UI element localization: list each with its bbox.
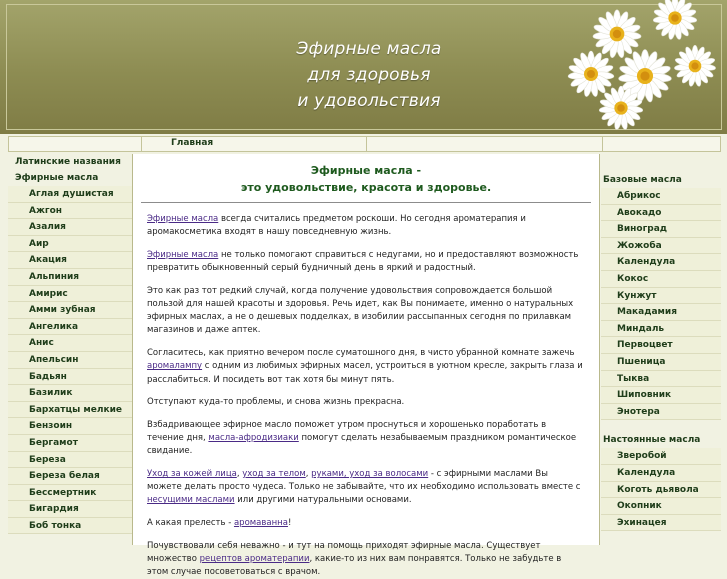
base-oil-item[interactable]: Абрикос xyxy=(601,188,721,205)
carrier-oils-link[interactable]: несущими маслами xyxy=(147,495,235,506)
base-oil-item[interactable]: Миндаль xyxy=(601,321,721,338)
face-care-link[interactable]: Уход за кожей лица xyxy=(147,469,237,480)
article-body xyxy=(133,203,599,579)
sidebar-item[interactable]: Амми зубная xyxy=(8,302,132,319)
sidebar-item[interactable]: Аглая душистая xyxy=(8,186,132,203)
hands-hair-care-link[interactable]: руками, уход за волосами xyxy=(311,469,429,480)
sidebar-item[interactable]: Боб тонка xyxy=(8,518,132,535)
base-oils-heading[interactable]: Базовые масла xyxy=(603,175,682,185)
infused-oil-item[interactable]: Коготь дьявола xyxy=(601,482,721,499)
paragraph-4-text-b: с одним из любимых эфирных масел, устроиться в уютном кресле, закрыть глаза и расслабиться. И посидеть вот так хотя бы минут пять. xyxy=(147,361,583,385)
paragraph-1-text: всегда считались предметом роскоши. Но сегодня ароматерапия и аромакосметика входят в нашу повседневную жизнь. xyxy=(147,214,526,238)
paragraph-8-text-b: ! xyxy=(287,518,292,529)
sidebar-item[interactable]: Эфирные масла xyxy=(15,173,99,183)
right-sidebar xyxy=(601,154,721,545)
essential-oils-link-2[interactable]: Эфирные масла xyxy=(147,249,219,260)
base-oil-item[interactable]: Шиповник xyxy=(601,387,721,404)
site-title-line1: Эфирные масла xyxy=(296,39,442,59)
sidebar-item[interactable]: Ажгон xyxy=(8,203,132,220)
paragraph-4 xyxy=(147,347,585,387)
left-sidebar xyxy=(8,154,132,545)
sidebar-item[interactable]: Апельсин xyxy=(8,352,132,369)
paragraph-6-text-b: помогут сделать незабываемым праздником романтическое свидание. xyxy=(147,433,577,457)
site-title-line2: для здоровья xyxy=(307,65,431,85)
sidebar-item[interactable]: Азалия xyxy=(8,219,132,236)
aromatherapy-recipes-link[interactable]: рецептов ароматерапии xyxy=(199,554,310,565)
base-oils-list xyxy=(601,188,721,420)
infused-oil-item[interactable]: Зверобой xyxy=(601,448,721,465)
paragraph-5: Отступают куда-то проблемы, и снова жизнь прекрасна. xyxy=(147,397,405,408)
infused-oil-item[interactable]: Окопник xyxy=(601,498,721,515)
base-oil-item[interactable]: Виноград xyxy=(601,221,721,238)
base-oil-item[interactable]: Пшеница xyxy=(601,354,721,371)
base-oil-item[interactable]: Тыква xyxy=(601,371,721,388)
infused-oil-item[interactable]: Эхинацея xyxy=(601,515,721,532)
sidebar-item[interactable]: Базилик xyxy=(8,385,132,402)
nav-cell xyxy=(9,137,142,151)
infused-oils-heading[interactable]: Настоянные масла xyxy=(603,435,701,446)
sidebar-item[interactable]: Анис xyxy=(8,335,132,352)
sidebar-item[interactable]: Альпиния xyxy=(8,269,132,286)
base-oil-item[interactable]: Авокадо xyxy=(601,205,721,222)
body-care-link[interactable]: уход за телом xyxy=(242,469,306,480)
sidebar-item[interactable]: Аир xyxy=(8,236,132,253)
daisy-flowers-image xyxy=(545,0,727,134)
sidebar-item[interactable]: Бархатцы мелкие xyxy=(8,402,132,419)
sidebar-item[interactable]: Бессмертник xyxy=(8,485,132,502)
header-banner xyxy=(0,0,727,134)
paragraph-6-text-a: Взбадривающее эфирное масло поможет утром проснуться и хорошенько поработать в течение дня, xyxy=(147,419,547,444)
sidebar-item[interactable]: Амирис xyxy=(8,286,132,303)
sidebar-item[interactable]: Бензоин xyxy=(8,418,132,435)
paragraph-9 xyxy=(147,540,585,579)
paragraph-2-text: не только помогают справиться с недугами, но и предоставляют возможность превратить обыкновенный серый будничный день в яркий и радостный. xyxy=(147,249,579,274)
page-title-line2: это удовольствие, красота и здоровье. xyxy=(240,181,492,194)
separator: , xyxy=(305,469,312,480)
paragraph-7 xyxy=(147,468,585,508)
separator: , xyxy=(236,469,243,480)
paragraph-7-text-a: - с эфирными маслами Вы можете делать просто чудеса. Только не забывайте, что их необходимо использовать вместе с xyxy=(147,469,581,493)
base-oil-item[interactable]: Жожоба xyxy=(601,238,721,255)
paragraph-8-text-a: А какая прелесть - xyxy=(147,518,234,529)
nav-home-link[interactable]: Главная xyxy=(171,138,214,148)
site-title xyxy=(258,36,480,114)
paragraph-2 xyxy=(147,249,585,275)
page-title-line1: Эфирные масла - xyxy=(310,164,422,177)
paragraph-8 xyxy=(147,517,585,530)
essential-oils-link[interactable]: Эфирные масла xyxy=(147,214,219,224)
base-oil-item[interactable]: Календула xyxy=(601,254,721,271)
sidebar-item[interactable]: Бигардия xyxy=(8,501,132,518)
infused-oils-list xyxy=(601,448,721,531)
aroma-bath-link[interactable]: аромаванна xyxy=(233,518,288,529)
sidebar-item[interactable]: Береза белая xyxy=(8,468,132,485)
paragraph-7-text-b: или другими натуральными основами. xyxy=(234,495,412,506)
aroma-lamp-link[interactable]: аромалампу xyxy=(147,361,203,372)
sidebar-item[interactable]: Латинские названия xyxy=(15,157,121,167)
main-content xyxy=(132,154,600,578)
sidebar-item[interactable]: Акация xyxy=(8,252,132,269)
base-oil-item[interactable]: Энотера xyxy=(601,404,721,421)
aphrodisiac-oils-link[interactable]: масла-афродизиаки xyxy=(208,433,299,444)
paragraph-4-text-a: Согласитесь, как приятно вечером после суматошного дня, в чисто убранной комнате зажечь xyxy=(147,348,575,359)
nav-cell xyxy=(366,137,603,151)
paragraph-3: Это как раз тот редкий случай, когда получение удовольствия сопровождается большой пользой для нашей красоты и здоровья. Речь идет, как Вы понимаете, именно о натуральных эфирных маслах, а не о дешевых подделках, в изобилии рассыпанных сегодня по прилавкам магазинов и даже аптек. xyxy=(147,285,574,336)
sidebar-item[interactable]: Ангелика xyxy=(8,319,132,336)
page-title xyxy=(133,162,599,196)
paragraph-1 xyxy=(147,213,585,239)
base-oil-item[interactable]: Макадамия xyxy=(601,304,721,321)
site-title-line3: и удовольствия xyxy=(297,91,441,111)
infused-oil-item[interactable]: Календула xyxy=(601,465,721,482)
top-nav-bar xyxy=(8,136,721,152)
sidebar-item[interactable]: Береза xyxy=(8,452,132,469)
paragraph-9-text-b: , какие-то из них вам понравятся. Только не забудьте в этом случае посоветоваться с врачом. xyxy=(147,554,562,578)
sidebar-item[interactable]: Бергамот xyxy=(8,435,132,452)
paragraph-6 xyxy=(147,419,585,459)
base-oil-item[interactable]: Первоцвет xyxy=(601,337,721,354)
paragraph-9-text-a: Почувствовали себя неважно - и тут на помощь приходят эфирные масла. Существует множество xyxy=(147,540,541,565)
base-oil-item[interactable]: Кунжут xyxy=(601,288,721,305)
base-oil-item[interactable]: Кокос xyxy=(601,271,721,288)
sidebar-item[interactable]: Бадьян xyxy=(8,369,132,386)
